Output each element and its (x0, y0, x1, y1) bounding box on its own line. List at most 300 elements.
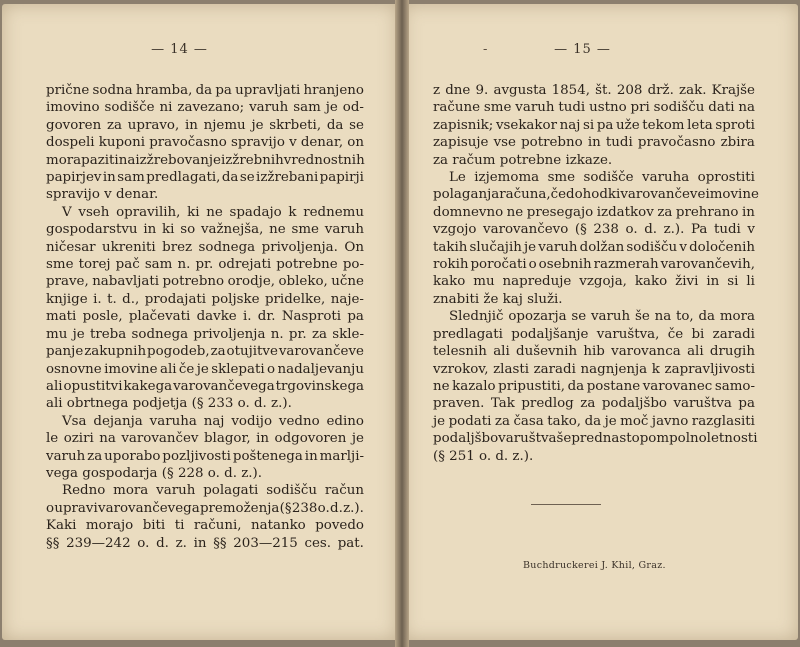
text-line (433, 430, 758, 447)
word: nastopom (602, 431, 670, 447)
word: pravočasno (637, 135, 716, 151)
text-line (433, 117, 755, 134)
word: presegajo (526, 204, 594, 220)
word: polnoletnosti (669, 431, 758, 447)
word: je (433, 413, 446, 429)
word: zapravljivosti (664, 361, 755, 377)
word: pa (347, 309, 364, 325)
text-line (46, 361, 364, 378)
word: oprostiti (697, 170, 755, 186)
word: ne (433, 378, 450, 394)
text-line (433, 395, 755, 412)
word: zapisuje (433, 135, 489, 151)
text-line (46, 535, 364, 552)
word: za (87, 448, 103, 464)
word: privoljenja (193, 326, 266, 342)
word: zbira (720, 135, 755, 151)
word: govoren (46, 117, 102, 133)
word: o. (317, 500, 330, 516)
word: pr. (195, 257, 214, 273)
word: izjemoma (474, 170, 540, 186)
word: za (311, 326, 327, 342)
text-line (46, 326, 364, 343)
word: sodnega (198, 239, 256, 255)
word: če (667, 326, 684, 342)
word: varuha (149, 413, 197, 429)
word: mati (46, 309, 77, 325)
text-line (46, 500, 364, 517)
word: drugih (709, 344, 755, 360)
word: predlog (521, 396, 574, 412)
word: Tak (490, 396, 515, 412)
word: sam (293, 100, 321, 116)
word: št. (595, 83, 612, 98)
word: v (747, 222, 755, 238)
word: ne (506, 204, 524, 220)
word: davke (196, 309, 237, 325)
word: časa (513, 413, 544, 429)
word: varovanca (611, 344, 681, 360)
text-line (46, 517, 364, 534)
word: Redno (62, 483, 106, 499)
word: ali (687, 344, 704, 360)
word: izžrebovanje (135, 152, 221, 168)
word: sproti (715, 117, 755, 133)
word: pozljivosti (162, 448, 231, 464)
word: denar, (300, 135, 344, 151)
word: edino (326, 413, 364, 429)
word: na (118, 152, 136, 168)
word: otujitve (226, 344, 278, 360)
word: se (349, 117, 364, 133)
word: varovanec (642, 378, 713, 394)
word: papirjev (46, 170, 102, 186)
word: pravočasno (149, 135, 227, 151)
word: t. (107, 291, 117, 307)
word: je (72, 326, 85, 342)
word: je (196, 361, 209, 377)
text-line (46, 343, 364, 360)
word: zavezano; (177, 100, 245, 116)
word: prave, (46, 274, 89, 290)
word: o. (137, 535, 150, 551)
word: kako (634, 274, 668, 290)
word: dne (445, 83, 471, 98)
separator-rule (531, 504, 601, 505)
word: njemu (203, 117, 246, 133)
word: drž. (647, 83, 674, 98)
word: ukreniti (102, 239, 156, 255)
word: o (267, 361, 276, 377)
word: upravi (54, 500, 98, 516)
word: osebnih (538, 257, 592, 273)
word: podaljšbo (433, 431, 499, 447)
word: §§ (213, 535, 227, 551)
word: pogodeb, (147, 344, 210, 360)
word: je (604, 413, 617, 429)
word: Kaki (46, 518, 77, 534)
word: 203—215 (233, 535, 298, 551)
word: 238 (291, 500, 318, 516)
word: učne (331, 274, 364, 290)
word: k (288, 204, 297, 220)
text-line (46, 169, 364, 186)
word: mu (46, 326, 68, 342)
word: predlagati (433, 326, 503, 342)
text-line (433, 291, 755, 308)
word: o. (625, 222, 638, 238)
word: je (524, 239, 537, 255)
word: premoženja (199, 500, 280, 516)
word: račun (324, 483, 364, 499)
word: d. (644, 222, 658, 238)
word: sodišču (653, 100, 705, 116)
text-line (46, 378, 364, 395)
word: računi, (193, 518, 242, 534)
word: nagnjenja (580, 361, 648, 377)
word: določenih (689, 239, 755, 255)
word: varuštva (498, 431, 557, 447)
word: slučajih (469, 239, 522, 255)
word: vzgojo (433, 222, 477, 238)
word: praven. (433, 396, 485, 412)
word: varuh (324, 222, 364, 238)
text-line (433, 99, 755, 116)
word: odrejati (218, 257, 272, 273)
word: marlji- (319, 448, 364, 464)
word: na (738, 100, 755, 116)
word: le (46, 431, 59, 447)
word: sme (483, 100, 512, 116)
word: z.). (343, 500, 364, 516)
word: osnovne (46, 361, 102, 377)
word: zak. (679, 83, 707, 98)
word: prehrano (675, 204, 739, 220)
text-line (433, 152, 755, 169)
word: vodijo (231, 413, 273, 429)
word: je (325, 100, 338, 116)
word: imovine (705, 187, 759, 203)
word: vrednostnih (283, 152, 365, 168)
word: Pa (690, 222, 708, 238)
word: mora (113, 483, 149, 499)
word: mu (473, 274, 495, 290)
text-line (46, 99, 364, 116)
word: zaradi (712, 326, 755, 342)
word: biti (142, 518, 166, 534)
margin-mark: - (483, 42, 488, 57)
word: dospeli (46, 135, 95, 151)
word: sklepati (211, 361, 265, 377)
word: kazalo (452, 378, 496, 394)
word: računa, (499, 187, 551, 203)
word: podaljšanje (511, 326, 589, 342)
word: varuha (642, 170, 690, 186)
word: so (180, 222, 196, 238)
text-line (46, 82, 364, 99)
text-line (433, 326, 755, 343)
text-line (46, 239, 364, 256)
text-line (46, 395, 364, 412)
word: živi (675, 274, 699, 290)
word: po- (342, 257, 364, 273)
word: pa (215, 83, 232, 98)
word: hranjeno (303, 83, 364, 98)
word: podati (448, 413, 492, 429)
text-line (46, 430, 364, 447)
word: in (742, 204, 755, 220)
word: opozarja (508, 309, 567, 325)
text-line (433, 361, 755, 378)
word: ces. (304, 535, 332, 551)
word: da (584, 413, 602, 429)
word: zaradi (533, 361, 576, 377)
word: razmerah (593, 257, 659, 273)
word: (§ (574, 222, 587, 238)
word: V (62, 204, 72, 220)
text-line (46, 448, 364, 465)
word: poštenega (232, 448, 303, 464)
right-page-text (433, 82, 759, 465)
line-text: vega gospodarja (§ 228 o. d. z.). (46, 465, 262, 481)
word: skle- (332, 326, 364, 342)
text-line (46, 291, 364, 308)
word: in (143, 222, 157, 238)
word: potrebne (276, 257, 338, 273)
word: papirji (319, 170, 364, 186)
word: in (256, 431, 270, 447)
word: oziri (63, 431, 94, 447)
word: naj (203, 413, 225, 429)
word: javno (651, 413, 689, 429)
text-line (46, 273, 364, 290)
word: še (556, 431, 572, 447)
word: privoljenja. (261, 239, 338, 255)
book-gutter (395, 0, 409, 647)
word: sme (547, 170, 576, 186)
text-line (46, 413, 364, 430)
word: z.). (663, 222, 685, 238)
word: Vsa (62, 413, 87, 429)
word: panje (46, 344, 84, 360)
word: povedo (315, 518, 364, 534)
word: d. (156, 535, 169, 551)
word: knjige (46, 291, 88, 307)
word: kakega (123, 378, 173, 394)
word: ti (174, 518, 185, 534)
word: On (344, 239, 364, 255)
word: sam (144, 257, 173, 273)
word: izžrebani (256, 170, 319, 186)
word: i. (93, 291, 102, 307)
word: takih (433, 239, 468, 255)
word: v (679, 239, 687, 255)
word: je (251, 117, 264, 133)
word: pač (115, 257, 140, 273)
text-line (433, 256, 755, 273)
word: sodišču (266, 483, 317, 499)
word: tudi (713, 222, 741, 238)
word: 1854, (551, 83, 590, 98)
word: 9. (475, 83, 489, 98)
text-line (46, 152, 364, 169)
word: z. (175, 535, 187, 551)
word: paziti (81, 152, 119, 168)
word: sodna (92, 83, 133, 98)
word: prične (46, 83, 90, 98)
word: zakupnih (84, 344, 147, 360)
word: se (571, 309, 587, 325)
word: o (528, 257, 537, 273)
word: plačevati (128, 309, 191, 325)
word: on (347, 135, 364, 151)
word: posle, (82, 309, 123, 325)
word: telesnih (433, 344, 487, 360)
printer-imprint: Buchdruckerei J. Khil, Graz. (523, 560, 666, 571)
word: pa (596, 117, 614, 133)
word: varuh (249, 100, 289, 116)
word: prodajati (144, 291, 207, 307)
word: in (706, 274, 720, 290)
word: uže (616, 117, 640, 133)
word: naj (559, 117, 581, 133)
word: važnejša, (200, 222, 264, 238)
text-line (433, 308, 755, 325)
word: da (195, 83, 213, 98)
word: hramba, (135, 83, 193, 98)
word: n. (177, 257, 191, 273)
word: leta (687, 117, 713, 133)
word: če (178, 361, 195, 377)
word: o (46, 500, 55, 516)
text-line (433, 134, 755, 151)
text-line (433, 204, 755, 221)
word: sodišče (583, 170, 634, 186)
text-line (433, 378, 755, 395)
word: z (433, 83, 441, 98)
left-page (2, 4, 397, 640)
word: se (239, 170, 255, 186)
word: na (654, 309, 672, 325)
word: mora (719, 309, 755, 325)
word: izžrebnih (220, 152, 284, 168)
word: 239—242 (66, 535, 131, 551)
word: ali (493, 344, 510, 360)
word: postane (586, 378, 641, 394)
word: polaganja (433, 187, 500, 203)
word: Nasproti (281, 309, 342, 325)
word: in (193, 535, 207, 551)
word: trgovinskega (275, 378, 364, 394)
text-line (46, 186, 364, 203)
word: n. (270, 326, 284, 342)
word: polagati (203, 483, 259, 499)
word: opravilih, (116, 204, 181, 220)
word: to, (675, 309, 694, 325)
text-line (46, 117, 364, 134)
word: tudi (605, 135, 633, 151)
text-line (46, 256, 364, 273)
word: upravo, (127, 117, 180, 133)
word: si (583, 117, 595, 133)
text-line (433, 448, 755, 465)
word: vsekakor (495, 117, 557, 133)
word: 208 (616, 83, 643, 98)
word: in (102, 170, 116, 186)
word: odgovoren (274, 431, 347, 447)
text-line (433, 413, 755, 430)
word: ali (46, 378, 63, 394)
text-line (433, 186, 759, 203)
word: pred (571, 431, 603, 447)
text-line (46, 204, 364, 221)
word: dati (708, 100, 735, 116)
word: §§ (46, 535, 60, 551)
word: pri (630, 100, 650, 116)
word: spravijo (231, 135, 285, 151)
word: napreduje (502, 274, 572, 290)
word: ali (159, 361, 177, 377)
word: varuštva, (596, 326, 660, 342)
word: ne (206, 204, 223, 220)
word: pa (738, 396, 755, 412)
word: poljske (211, 291, 260, 307)
word: skrbeti, (269, 117, 322, 133)
word: zlasti (493, 361, 529, 377)
word: varuh (590, 309, 631, 325)
word: je (351, 431, 364, 447)
word: in (587, 135, 601, 151)
word: vedno (278, 413, 320, 429)
word: nabavljati (92, 274, 159, 290)
word: dejanja (93, 413, 143, 429)
word: dolžan (579, 239, 625, 255)
text-line (433, 343, 755, 360)
word: tako, (547, 413, 582, 429)
right-page (403, 4, 798, 640)
word: treba (89, 326, 127, 342)
page-number-left: — 14 — (151, 42, 208, 57)
word: da (567, 378, 585, 394)
word: varovančevih, (660, 257, 755, 273)
word: d. (330, 500, 343, 516)
word: pridelke, (264, 291, 326, 307)
word: in (304, 448, 318, 464)
word: mora (46, 152, 82, 168)
word: sam (117, 170, 145, 186)
word: ki (162, 222, 175, 238)
word: avgusta (493, 83, 547, 98)
word: ustno (589, 100, 627, 116)
word: morajo (85, 518, 134, 534)
word: sodišču (626, 239, 678, 255)
word: Le (449, 170, 466, 186)
word: varovančev (121, 431, 199, 447)
word: pat. (337, 535, 364, 551)
word: sodnega (131, 326, 189, 342)
word: da (221, 170, 239, 186)
word: varovančevo (483, 222, 569, 238)
text-line (433, 221, 755, 238)
word: d., (122, 291, 140, 307)
word: kako (433, 274, 466, 290)
word: domnevno (433, 204, 504, 220)
word: vse (493, 135, 516, 151)
word: spadajo (229, 204, 282, 220)
line-text: ali obrtnega podjetja (§ 233 o. d. z.). (46, 396, 292, 412)
word: sme (291, 222, 319, 238)
word: nadaljevanju (277, 361, 364, 377)
